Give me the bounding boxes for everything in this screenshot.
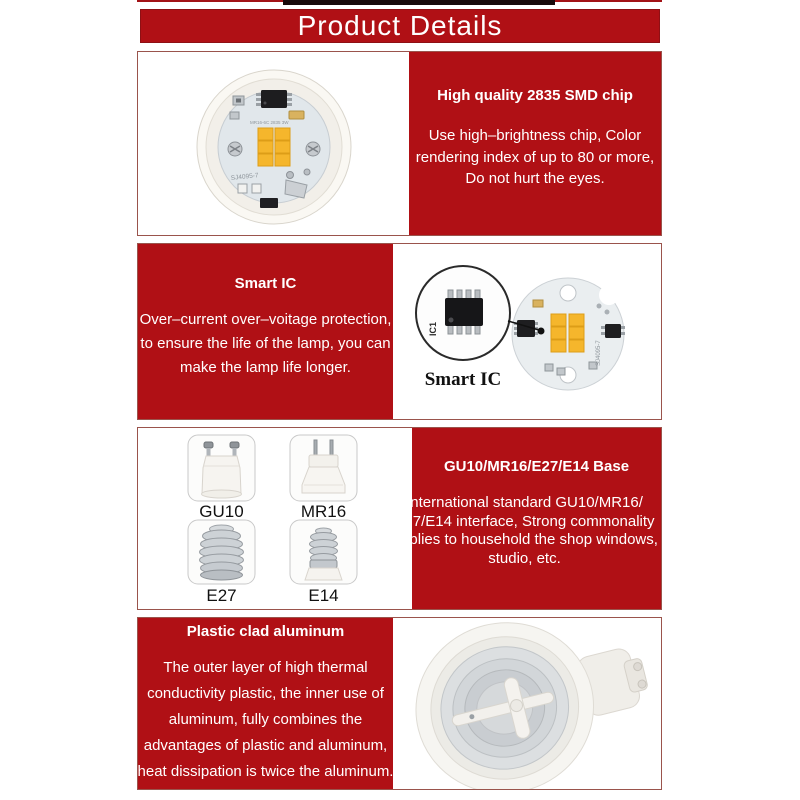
body-line: to ensure the life of the lamp, you can bbox=[140, 335, 391, 352]
base-label-mr16: MR16 bbox=[300, 502, 347, 521]
body-line: Do not hurt the eyes. bbox=[465, 170, 605, 187]
body-line: E27/E14 interface, Strong commonality bbox=[394, 512, 655, 530]
lamp-housing-image bbox=[393, 618, 661, 789]
section-plastic-clad-aluminum bbox=[137, 617, 662, 790]
body-line: The outer layer of high thermal bbox=[163, 659, 368, 676]
section-smart-ic bbox=[137, 243, 662, 420]
page-title-banner bbox=[140, 9, 660, 43]
smart-ic-text-block bbox=[138, 244, 393, 419]
smart-ic-photo bbox=[393, 244, 661, 419]
body-line: conductivity plastic, the inner use of bbox=[147, 685, 384, 702]
body-line: International standard GU10/MR16/ bbox=[406, 494, 643, 511]
round-pcb-icon bbox=[512, 278, 625, 390]
magnified-ic-icon bbox=[416, 266, 510, 360]
led-module-top-view-image bbox=[138, 52, 409, 235]
body-line: heat dissipation is twice the aluminum. bbox=[137, 763, 394, 780]
body-line: Applies to household the shop windows, bbox=[391, 531, 658, 548]
body-line: Use high–brightness chip, Color bbox=[428, 127, 642, 144]
base-label-e27: E27 bbox=[206, 586, 237, 605]
base-types-text-block bbox=[391, 428, 661, 609]
body-line: aluminum, fully combines the bbox=[168, 711, 363, 728]
body-line: make the lamp life longer. bbox=[180, 359, 351, 376]
base-types-photo bbox=[138, 428, 412, 609]
driver-ic-icon bbox=[256, 90, 292, 108]
lamp-housing-photo bbox=[393, 618, 661, 789]
body-line: Over–current over–voitage protection, bbox=[139, 311, 392, 328]
body-line: rendering index of up to 80 or more, bbox=[415, 148, 655, 166]
section-title: Plastic clad aluminum bbox=[186, 623, 345, 640]
pcb-board-marking: SJ4095-7 bbox=[230, 172, 259, 182]
base-label-e14: E14 bbox=[308, 586, 339, 605]
base-types-image bbox=[138, 428, 412, 609]
body-line: advantages of plastic and aluminum, bbox=[143, 737, 388, 754]
section-base-types bbox=[137, 427, 662, 610]
led-module-photo bbox=[138, 52, 409, 235]
section-title: Smart IC bbox=[234, 275, 297, 292]
smart-ic-pcb-image bbox=[393, 244, 661, 419]
section-smd-chip bbox=[137, 51, 662, 236]
screw-icon bbox=[306, 142, 320, 156]
smart-ic-caption: Smart IC bbox=[424, 369, 502, 390]
plastic-text-block bbox=[138, 618, 393, 789]
ic1-label: IC1 bbox=[428, 321, 438, 336]
section-title: GU10/MR16/E27/E14 Base bbox=[443, 458, 630, 475]
e27-base-icon bbox=[200, 525, 244, 580]
smd-chip-text-block bbox=[409, 52, 661, 235]
page-title: Product Details bbox=[297, 10, 503, 41]
lamp-cup-icon bbox=[398, 618, 661, 789]
body-line: studio, etc. bbox=[488, 549, 561, 567]
pcb-board-marking: SJ4095-7 bbox=[596, 340, 602, 366]
top-black-bar bbox=[283, 0, 555, 5]
screw-icon bbox=[228, 142, 242, 156]
pcb-model-marking: MR16-6C 2835 3W bbox=[250, 120, 289, 125]
base-label-gu10: GU10 bbox=[199, 502, 244, 521]
section-title: High quality 2835 SMD chip bbox=[437, 87, 633, 104]
